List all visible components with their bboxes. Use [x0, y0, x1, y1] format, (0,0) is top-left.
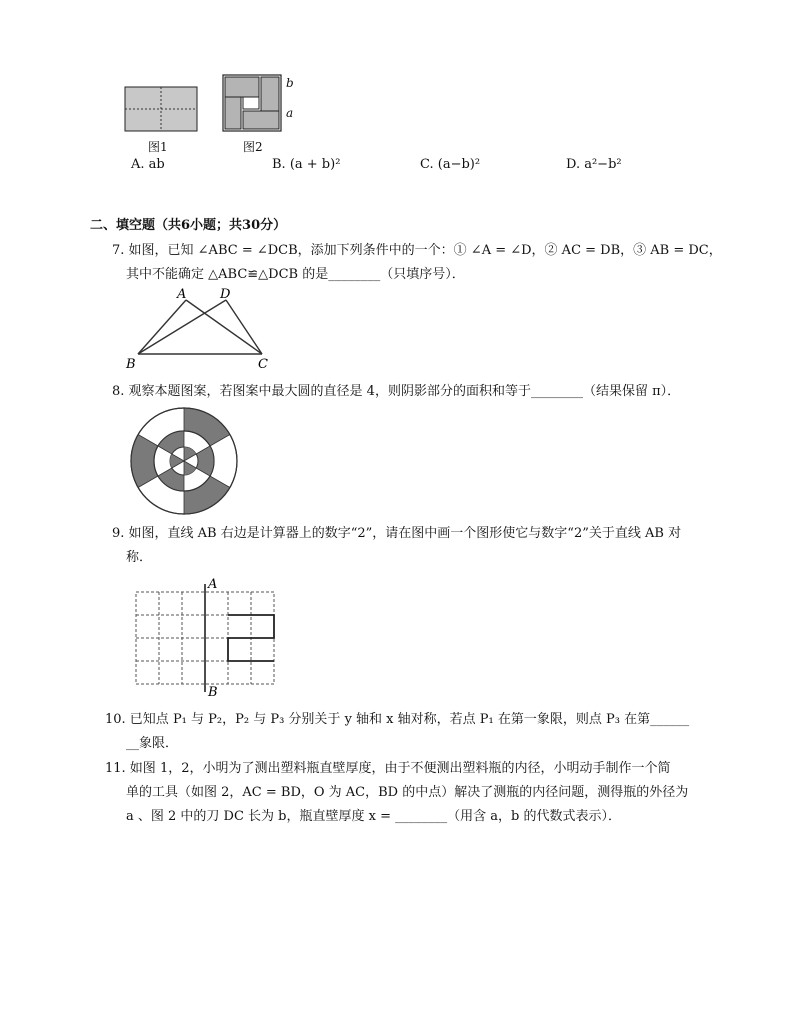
q6-option-c: C. (a−b)² [420, 157, 481, 172]
q7-label-A: A [177, 287, 187, 302]
q8-circle-figure [129, 406, 239, 516]
q6-fig1-caption: 图1 [148, 140, 168, 154]
q9-text-line2: 称． [126, 550, 153, 565]
q9-label-B: B [208, 685, 218, 700]
q7-triangle-figure [122, 286, 282, 372]
q7-label-C: C [258, 357, 268, 372]
q6-figure-2 [222, 74, 286, 134]
q7-text-line2: 其中不能确定 △ABC≌△DCB 的是________（只填序号）． [126, 267, 465, 282]
q6-option-d: D. a²−b² [566, 157, 622, 172]
q6-fig2-caption: 图2 [243, 140, 263, 154]
q9-text-line1: 9. 如图，直线 AB 右边是计算器上的数字“2”，请在图中画一个图形使它与数字“2”关于直线 AB 对 [112, 526, 682, 541]
q6-fig2-label-b: b [286, 76, 294, 90]
q11-text-line1: 11. 如图 1，2，小明为了测出塑料瓶直壁厚度，由于不便测出塑料瓶的内径，小明动手制作一个简 [105, 761, 671, 776]
q6-figure-1 [124, 86, 198, 132]
q6-option-b: B. (a + b)² [272, 157, 341, 172]
q7-label-B: B [126, 357, 136, 372]
q10-text-line2: __象限． [126, 736, 179, 751]
q7-label-D: D [220, 287, 231, 302]
q11-text-line2: 单的工具（如图 2，AC = BD，O 为 AC，BD 的中点）解决了测瓶的内径问题，测得瓶的外径为 [126, 785, 689, 800]
q8-text-line1: 8. 观察本题图案，若图案中最大圆的直径是 4，则阴影部分的面积和等于________（结果保留 π）． [112, 384, 681, 399]
q9-grid-figure [130, 574, 280, 700]
q7-text-line1: 7. 如图，已知 ∠ABC = ∠DCB，添加下列条件中的一个：① ∠A = ∠D，② AC = DB，③ AB = DC， [112, 243, 722, 258]
q11-text-line3: a 、图 2 中的刀 DC 长为 b，瓶直壁厚度 x = ________（用含 a，b 的代数式表示）． [126, 809, 621, 824]
q6-option-a: A. ab [131, 157, 165, 172]
q6-fig2-label-a: a [286, 106, 294, 120]
section-title: 二、填空题（共6小题；共30分） [90, 218, 287, 233]
q10-text-line1: 10. 已知点 P₁ 与 P₂，P₂ 与 P₃ 分别关于 y 轴和 x 轴对称，若点 P₁ 在第一象限，则点 P₃ 在第______ [105, 712, 690, 727]
q9-label-A: A [208, 577, 218, 592]
